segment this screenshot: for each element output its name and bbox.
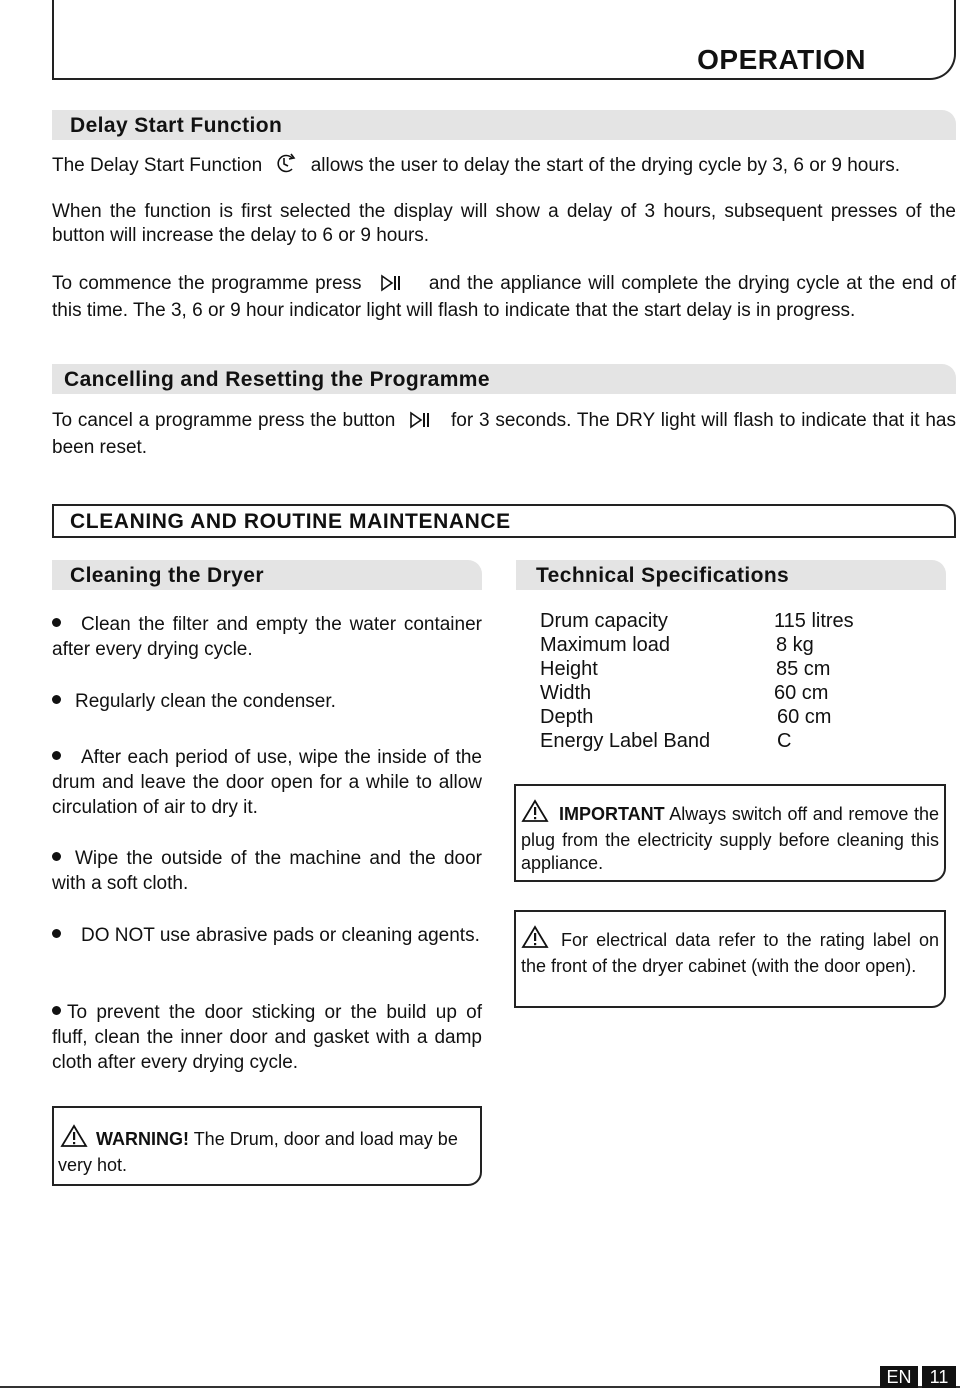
spec-value: C [777,730,792,752]
spec-value: 8 kg [776,634,814,656]
cleaning-heading [52,560,482,590]
spec-value: 115 litres [774,610,854,632]
page-number: 11 [922,1366,956,1388]
start-pause-icon [380,274,404,299]
bullet-icon [52,751,61,760]
cleaning-bullet-5 [52,923,482,948]
bullet-icon [52,929,61,938]
important-label: IMPORTANT [559,804,665,824]
spec-label: Width [540,682,592,704]
warning-text [58,1124,478,1177]
spec-label: Depth [540,706,594,728]
specs-heading [516,560,946,590]
warning-triangle-icon [521,925,549,955]
important-body: Always switch off and remove the plug from the electricity supply before cleaning this appliance. [521,804,940,873]
cleaning-bullet-6 [52,1000,482,1075]
delay-p1-after: allows the user to delay the start of the drying cycle by 3, 6 or 9 hours. [310,155,901,176]
delay-paragraph-1 [52,152,956,181]
clock-delay-icon [273,152,299,181]
cancel-paragraph [52,409,956,460]
bullet-icon [52,618,61,627]
spec-value: 60 cm [774,682,829,704]
cleaning-bullet-2 [52,689,482,714]
spec-label: Height [540,658,598,680]
section-heading-delay-start [52,110,956,140]
important-text [521,799,939,875]
spec-value: 60 cm [777,706,832,728]
specs-heading-text: Technical Specifications [536,564,790,587]
cleaning-bullet-1 [52,612,482,662]
language-badge: EN [880,1366,918,1388]
spec-label: Drum capacity [540,610,668,632]
spec-value: 85 cm [776,658,831,680]
bullet-text: Regularly clean the condenser. [75,691,336,712]
cleaning-bullet-3 [52,745,482,820]
electrical-text [521,925,939,978]
bullet-icon [52,1006,61,1015]
bullet-icon [52,695,61,704]
spec-row [540,681,854,705]
spec-row [540,657,854,681]
delay-p3-after: and the appliance will complete the drying cycle at the end of this time. The 3, 6 or 9 hour indicator light will flash to indicate that the start delay is in progress. [52,273,956,321]
warning-label: WARNING! [96,1129,189,1149]
bullet-text: DO NOT use abrasive pads or cleaning agents. [81,925,480,946]
section-heading-cancel [52,364,956,394]
cancel-heading-text: Cancelling and Resetting the Programme [64,368,490,391]
cancel-p-before: To cancel a programme press the button [52,410,396,431]
bullet-text: Wipe the outside of the machine and the door with a soft cloth. [52,848,482,894]
cancel-p-after: for 3 seconds. The DRY light will flash to indicate that it has been reset. [52,410,956,458]
spec-label: Energy Label Band [540,730,711,752]
bullet-text: To prevent the door sticking or the build up of fluff, clean the inner door and gasket with a damp cloth after every drying cycle. [52,1002,482,1073]
page-title: OPERATION [697,44,866,75]
warning-triangle-icon [60,1124,88,1154]
delay-paragraph-2: When the function is first selected the display will show a delay of 3 hours, subsequent presses of the button will increase the delay to 6 or 9 hours. [52,201,956,246]
start-pause-icon [409,411,433,436]
delay-p3-before: To commence the programme press [52,273,362,294]
delay-p1-before: The Delay Start Function [52,155,263,176]
warning-triangle-icon [521,799,549,829]
bullet-text: Clean the filter and empty the water container after every drying cycle. [52,614,482,660]
delay-paragraph-3 [52,272,956,323]
cleaning-section-title: CLEANING AND ROUTINE MAINTENANCE [70,510,511,533]
specs-table [540,609,854,753]
cleaning-bullet-4 [52,846,482,896]
delay-heading-text: Delay Start Function [70,114,283,137]
bullet-text: After each period of use, wipe the inside of the drum and leave the door open for a while to allow circulation of air to dry it. [52,747,482,818]
warning-body: The Drum, door and load may be very hot. [58,1129,458,1175]
spec-row [540,609,854,633]
footer-rule [0,1386,960,1388]
cleaning-heading-text: Cleaning the Dryer [70,564,264,587]
spec-row [540,705,854,729]
bullet-icon [52,852,61,861]
electrical-body: For electrical data refer to the rating label on the front of the dryer cabinet (with the door open). [521,930,939,976]
spec-row [540,633,854,657]
spec-label: Maximum load [540,634,671,656]
spec-row [540,729,854,753]
